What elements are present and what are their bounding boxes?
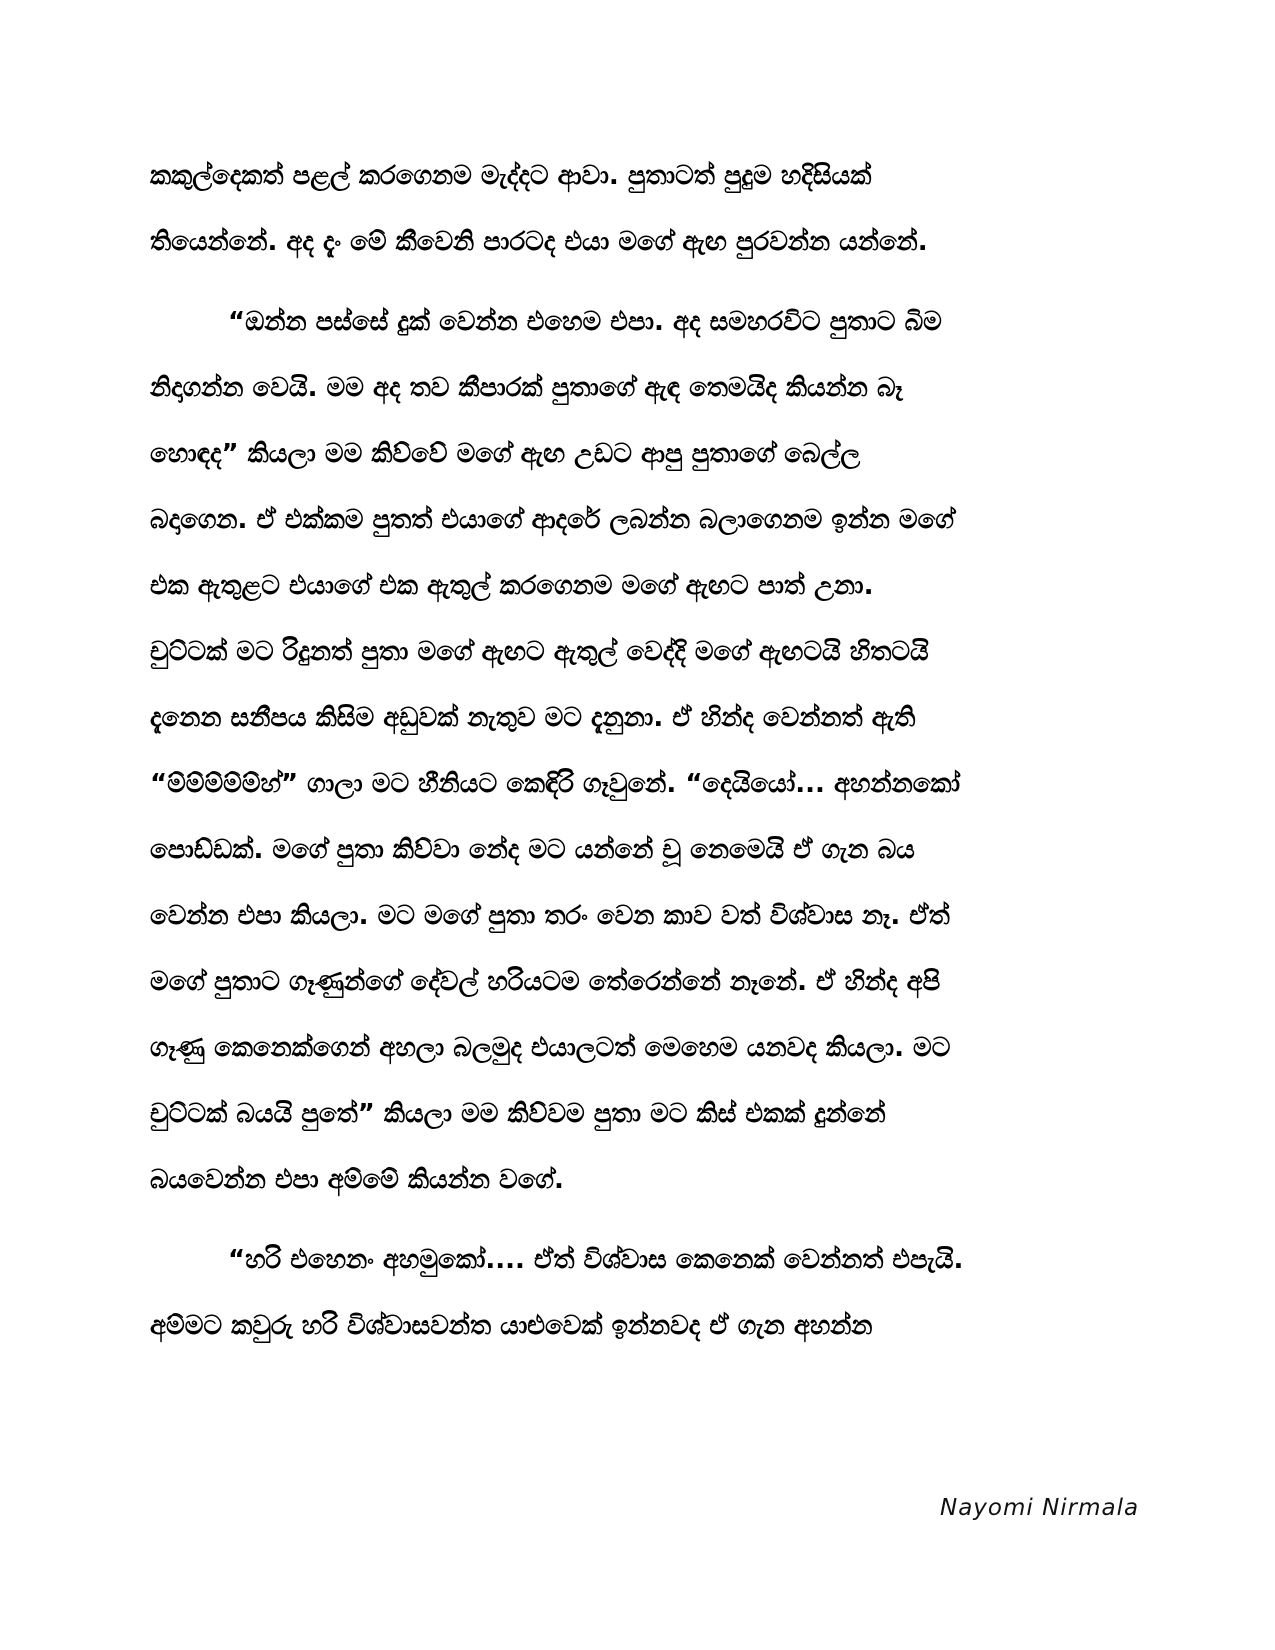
text-line: එක ඇතුළට එයාගේ එක ඇතුල් කරගෙනම මගේ ඇඟට පාත් උනා. bbox=[150, 571, 874, 601]
text-line: දැනෙන සනීපය කිසිම අඩුවක් නැතුව මට දැනුනා. ඒ හින්ද වෙන්නත් ඇති bbox=[150, 703, 916, 733]
text-line: හොඳද” කියලා මම කිව්වේ මගේ ඇඟ උඩට ආපු පුතාගේ බෙල්ල bbox=[150, 439, 861, 469]
text-line: වෙන්න එපා කියලා. මට මගේ පුතා තරං වෙන කාව වත් විශ්වාස නෑ. ඒත් bbox=[150, 901, 950, 931]
text-line: මගේ පුතාට ගෑණුන්ගේ දේවල් හරියටම තේරෙන්නේ නෑනේ. ඒ හින්ද අපි bbox=[150, 967, 941, 997]
text-line: පොඩ්ඩක්. මගේ පුතා කිව්වා නේද මට යන්නේ චූ නෙමෙයි ඒ ගැන බය bbox=[150, 835, 915, 865]
text-line: කකුල්දෙකත් පළල් කරගෙනම මැද්දට ආවා. පුතාටත් පුදුම හදිසියක් bbox=[150, 161, 872, 191]
paragraph-gap bbox=[150, 275, 1110, 289]
text-line: ගෑණු කෙනෙක්ගෙන් අහලා බලමුද එයාලටත් මෙහෙම යනවද කියලා. මට bbox=[150, 1033, 951, 1063]
text-line: “හරි එහෙනං අහමුකෝ.... ඒත් විශ්වාස කෙනෙක් වෙන්නත් එපැයි. bbox=[228, 1245, 964, 1275]
text-line: චුට්ටක් බයයි පුතේ” කියලා මම කිව්වම පුතා මට කිස් එකක් දුන්නේ bbox=[150, 1099, 886, 1129]
text-line: “ඔන්න පස්සේ දුක් වෙන්න එහෙම එපා. අද සමහරවිට පුතාට බිම bbox=[228, 307, 942, 337]
text-line: බයවෙන්න එපා අම්මේ කියන්න වගේ. bbox=[150, 1165, 564, 1195]
text-line: තියෙන්නේ. අද දැං මේ කීවෙනි පාරටද එයා මගේ ඇඟ පුරවන්න යන්නේ. bbox=[150, 227, 928, 257]
paragraph-gap bbox=[150, 1213, 1110, 1227]
text-line: නිදාගන්න වෙයි. මම අද තව කීපාරක් පුතාගේ ඇඳ තෙමයිද කියන්න බෑ bbox=[150, 373, 903, 403]
text-line: “ම්ම්ම්ම්ම්හ්” ගාලා මට හීනියට කෙඳිරි ගෑවුනේ. “දෙයියෝ... අහන්නකෝ bbox=[150, 769, 961, 799]
story-text bbox=[150, 143, 1110, 1359]
author-signature: Nayomi Nirmala bbox=[940, 1495, 1140, 1521]
text-line: අම්මට කවුරු හරි විශ්වාසවන්ත යාළුවෙක් ඉන්නවද ඒ ගැන අහන්න bbox=[150, 1311, 873, 1341]
text-line: බදාගෙන. ඒ එක්කම පුතත් එයාගේ ආදරේ ලබන්න බලාගෙනම ඉන්න මගේ bbox=[150, 505, 954, 535]
text-line: චුට්ටක් මට රිදුනත් පුතා මගේ ඇඟට ඇතුල් වෙද්දි මගේ ඇඟටයි හිතටයි bbox=[150, 637, 929, 667]
